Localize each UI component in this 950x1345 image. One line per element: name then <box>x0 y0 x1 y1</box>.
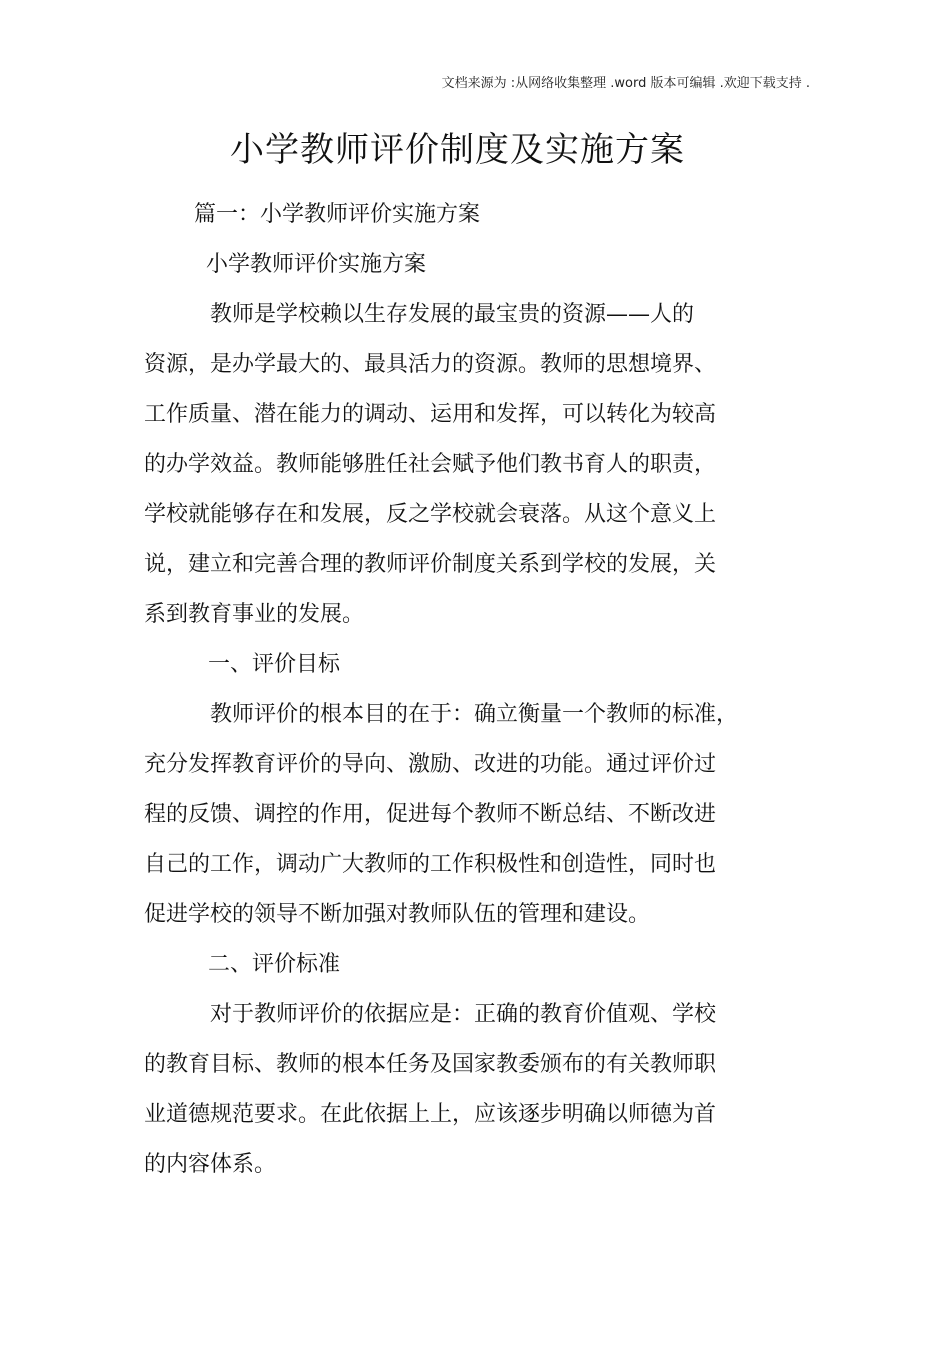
paragraph-line: 说，建立和完善合理的教师评价制度关系到学校的发展，关 <box>144 552 717 577</box>
paragraph-line: 的教育目标、教师的根本任务及国家教委颁布的有关教师职 <box>144 1052 717 1077</box>
document-title: 小学教师评价制度及实施方案 <box>230 130 685 170</box>
section-heading-standards: 二、评价标准 <box>208 952 341 977</box>
paragraph-line: 教师评价的根本目的在于：确立衡量一个教师的标准， <box>210 702 739 727</box>
header-note: 文档来源为 :从网络收集整理 .word 版本可编辑 .欢迎下载支持 . <box>441 76 810 91</box>
paragraph-line: 的内容体系。 <box>144 1152 277 1177</box>
document-body <box>144 190 744 1190</box>
section-heading-goals: 一、评价目标 <box>208 652 341 677</box>
paragraph-line: 程的反馈、调控的作用，促进每个教师不断总结、不断改进 <box>144 802 717 827</box>
paragraph-line: 资源，是办学最大的、最具活力的资源。教师的思想境界、 <box>144 352 717 377</box>
paragraph-line: 教师是学校赖以生存发展的最宝贵的资源——人的 <box>210 302 695 327</box>
paragraph-line: 充分发挥教育评价的导向、激励、改进的功能。通过评价过 <box>144 752 717 777</box>
paragraph-line: 的办学效益。教师能够胜任社会赋予他们教书育人的职责， <box>144 452 717 477</box>
paragraph-line: 学校就能够存在和发展，反之学校就会衰落。从这个意义上 <box>144 502 717 527</box>
paragraph-line: 工作质量、潜在能力的调动、运用和发挥，可以转化为较高 <box>144 402 717 427</box>
sub-heading: 小学教师评价实施方案 <box>206 252 427 277</box>
part-heading: 篇一：小学教师评价实施方案 <box>194 202 481 227</box>
paragraph-line: 对于教师评价的依据应是：正确的教育价值观、学校 <box>210 1002 717 1027</box>
paragraph-line: 促进学校的领导不断加强对教师队伍的管理和建设。 <box>144 902 651 927</box>
paragraph-line: 自己的工作，调动广大教师的工作积极性和创造性，同时也 <box>144 852 717 877</box>
paragraph-line: 业道德规范要求。在此依据上上，应该逐步明确以师德为首 <box>144 1102 717 1127</box>
paragraph-line: 系到教育事业的发展。 <box>144 602 365 627</box>
